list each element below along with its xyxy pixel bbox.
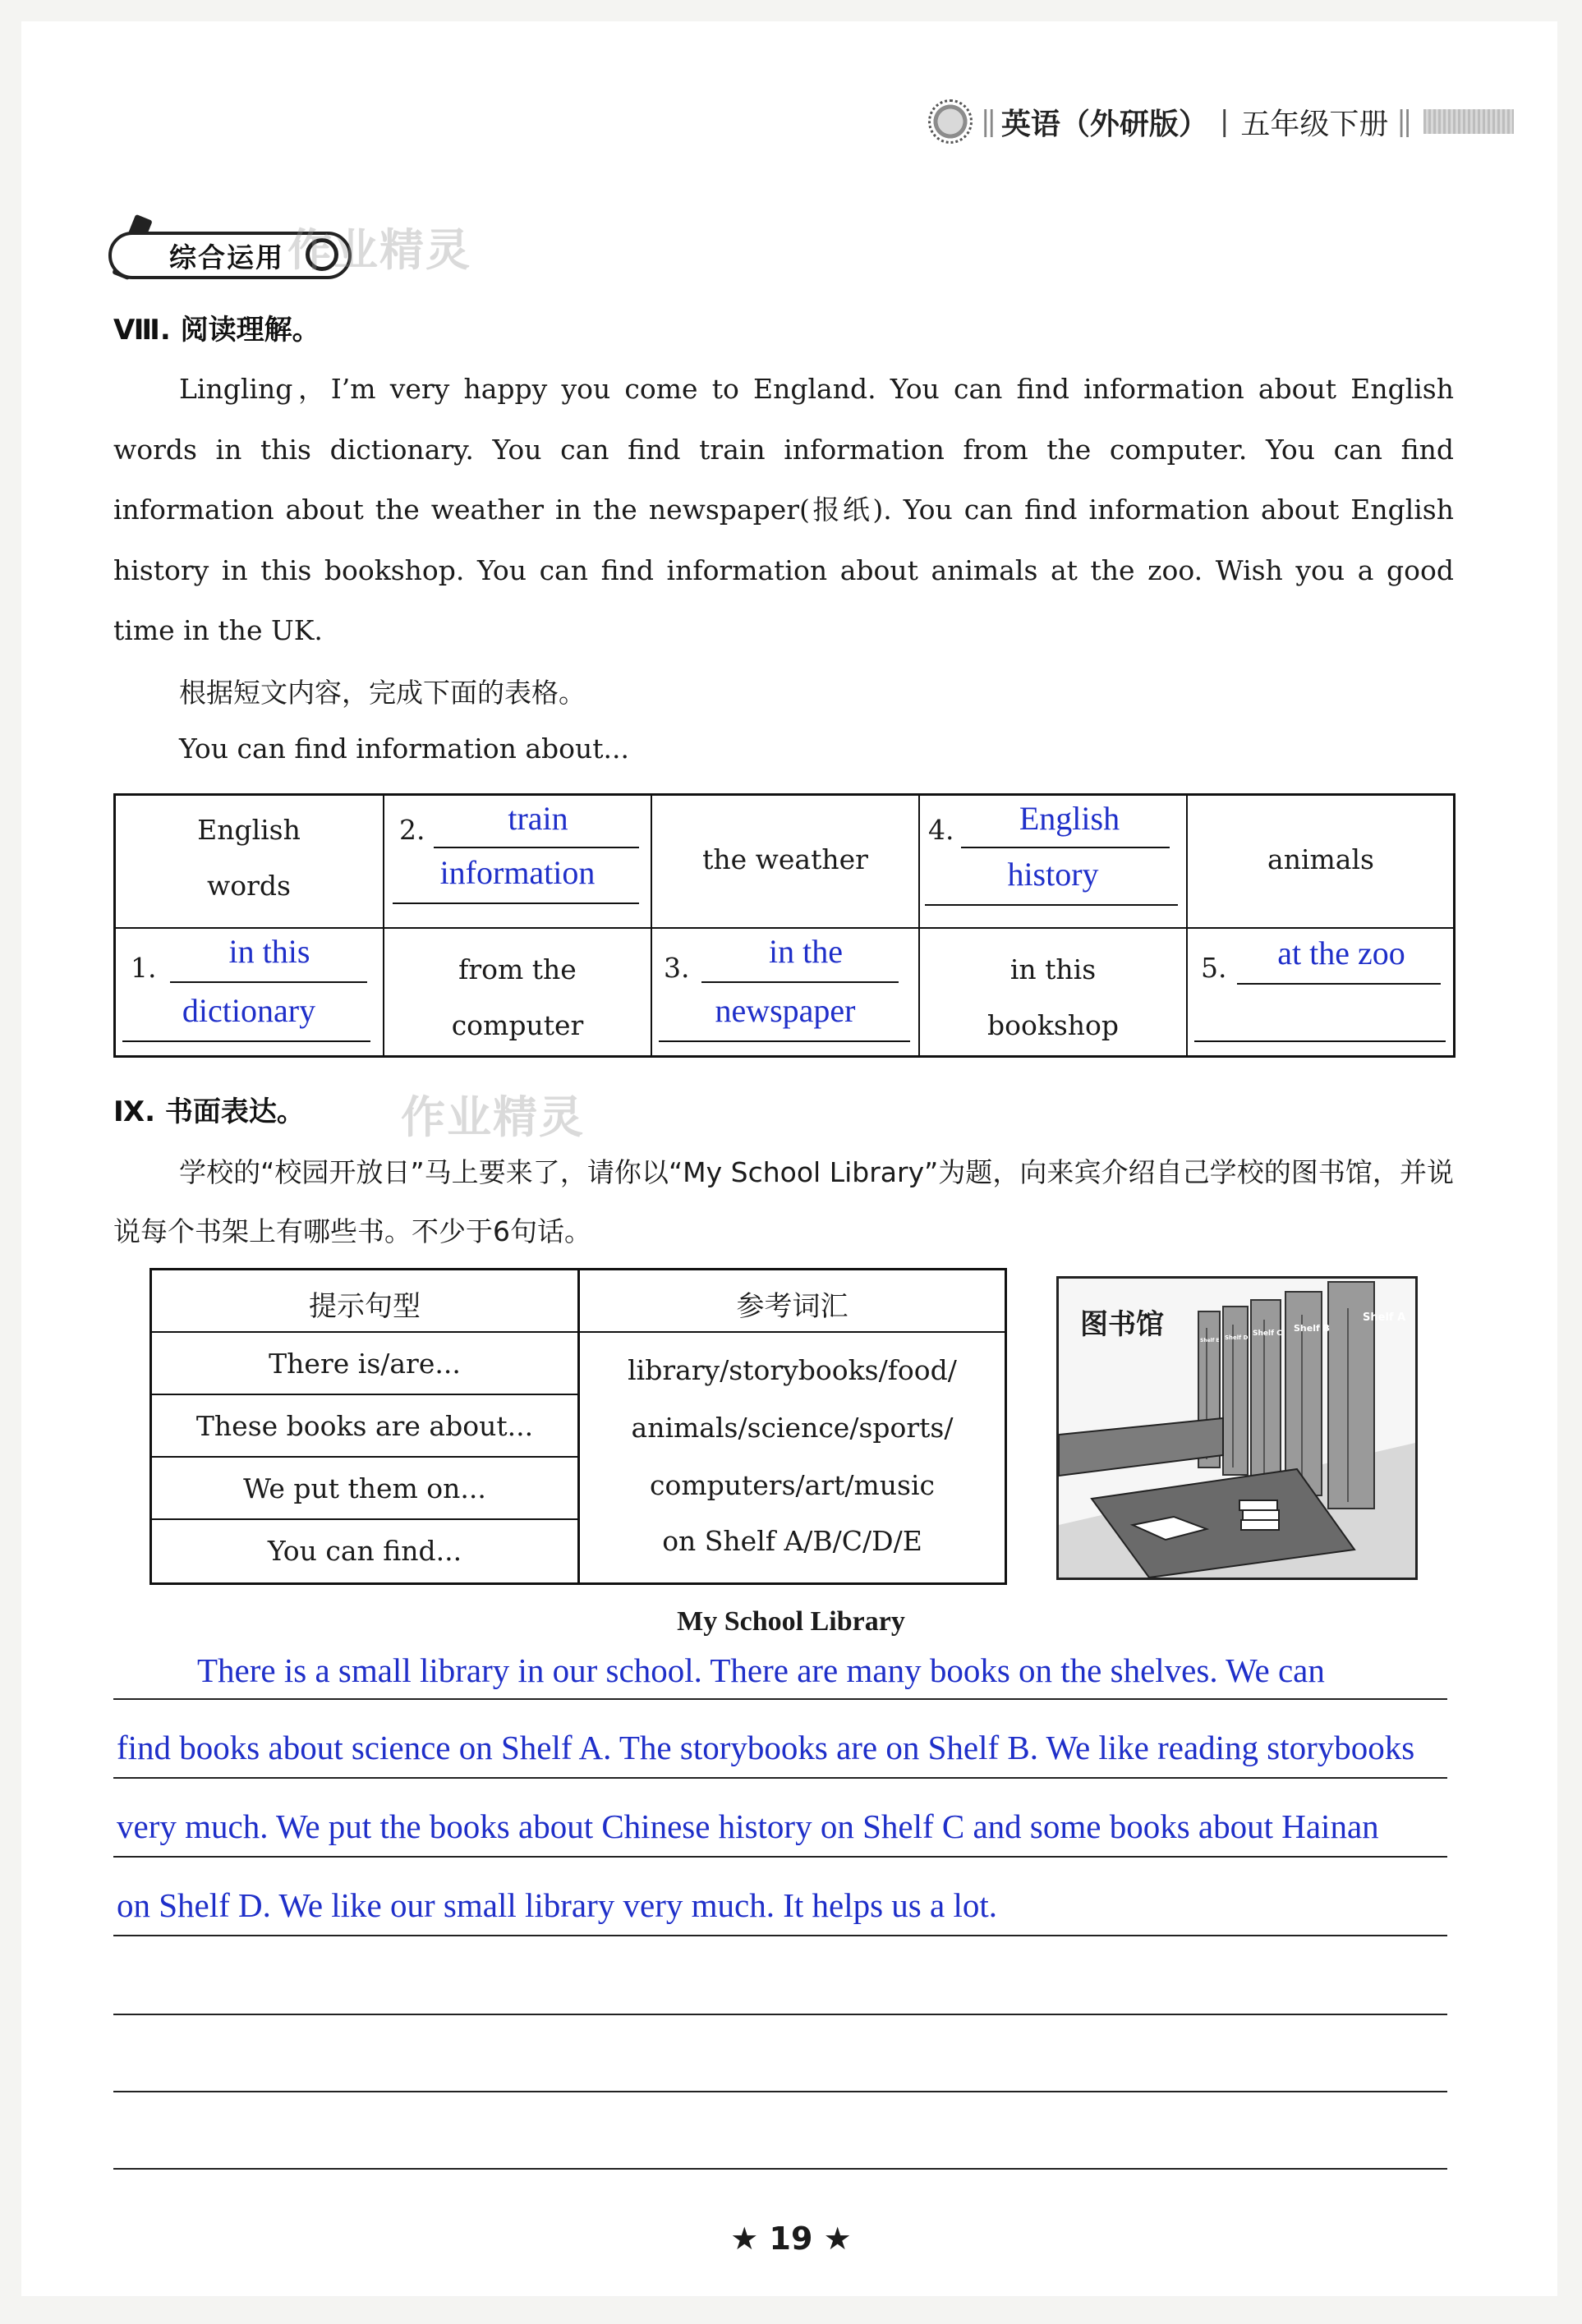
watermark: 作业精灵 — [401, 1091, 585, 1143]
essay-title: My School Library — [677, 1606, 905, 1637]
table-cell-answer: 3. in the newspaper — [652, 929, 918, 1059]
page-number: ★ 19 ★ — [730, 2221, 852, 2257]
writing-prompt — [113, 1143, 1454, 1261]
vocab-item: on Shelf A/B/C/D/E — [662, 1525, 922, 1557]
writing-prompt-text: 学校的“校园开放日”马上要来了，请你以“My School Library”为题，向来宾介绍自己学校的图书馆，并说说每个书架上有哪些书。不少于6句话。 — [113, 1156, 1454, 1247]
divider-bars-icon: || — [981, 105, 993, 138]
pattern-item: These books are about... — [195, 1410, 534, 1442]
table-cell: the weather — [702, 843, 868, 875]
picture-title: 图书馆 — [1080, 1308, 1164, 1341]
shelf-label: Shelf E — [1200, 1338, 1220, 1343]
header-decor-block — [1423, 109, 1514, 134]
shelf-label: Shelf D — [1225, 1334, 1249, 1341]
table-cell: from the computer — [451, 953, 584, 1041]
table-cell: animals — [1267, 843, 1374, 875]
divider-bars-icon: || — [1396, 105, 1410, 138]
vocab-item: animals/science/sports/ — [631, 1412, 954, 1444]
page-header — [928, 97, 1561, 146]
writing-hint-table — [149, 1268, 1007, 1585]
reading-answer-table — [113, 793, 1456, 1058]
header-subject: 英语（外研版） — [1000, 107, 1208, 141]
header-grade: 五年级下册 — [1240, 107, 1389, 141]
header-separator: | — [1219, 105, 1230, 138]
reading-passage — [113, 359, 1454, 661]
vocab-item: library/storybooks/food/ — [628, 1354, 957, 1386]
reading-instruction: 根据短文内容，完成下面的表格。 — [179, 677, 586, 709]
table-header: 提示句型 — [309, 1290, 421, 1323]
pattern-item: We put them on... — [243, 1472, 486, 1504]
pattern-item: There is/are... — [269, 1348, 461, 1380]
sun-icon — [928, 99, 973, 144]
reading-lead: You can find information about... — [179, 733, 630, 765]
reading-passage-text: Lingling，I’m very happy you come to England. You can find information about English words in this dictionary. You can find train information from the computer. You can find information about the weather in the newspaper(报纸). You can find information about English history in this bookshop. You can find information about animals at the zoo. Wish you a good time in the UK. — [113, 373, 1454, 646]
shelf-label: Shelf A — [1363, 1311, 1406, 1324]
answer-line: on Shelf D. We like our small library very much. It helps us a lot. — [117, 1886, 997, 1924]
shelf-label: Shelf C — [1253, 1330, 1282, 1338]
vocab-item: computers/art/music — [650, 1469, 935, 1501]
table-cell-answer: 2. train information — [384, 796, 651, 925]
table-cell-answer: 5. at the zoo — [1188, 929, 1454, 1059]
table-cell: in this bookshop — [986, 953, 1120, 1041]
answer-line: find books about science on Shelf A. The storybooks are on Shelf B. We like reading storybooks — [117, 1729, 1415, 1766]
library-illustration — [1056, 1276, 1418, 1580]
pattern-item: You can find... — [267, 1535, 462, 1567]
table-cell-answer: 4. English history — [920, 796, 1186, 925]
reading-heading: Ⅷ. 阅读理解。 — [113, 314, 320, 347]
section-badge-label: 综合运用 — [169, 241, 284, 273]
table-cell: English words — [197, 814, 301, 902]
answer-line: very much. We put the books about Chinese history on Shelf C and some books about Hainan — [117, 1807, 1379, 1845]
table-cell-answer: 1. in this dictionary — [116, 929, 382, 1059]
watermark: 作业精灵 — [287, 224, 471, 276]
answer-line: There is a small library in our school. There are many books on the shelves. We can — [197, 1651, 1325, 1689]
writing-heading: Ⅸ. 书面表达。 — [113, 1095, 305, 1128]
shelf-label: Shelf B — [1294, 1323, 1330, 1334]
table-header: 参考词汇 — [736, 1290, 848, 1323]
